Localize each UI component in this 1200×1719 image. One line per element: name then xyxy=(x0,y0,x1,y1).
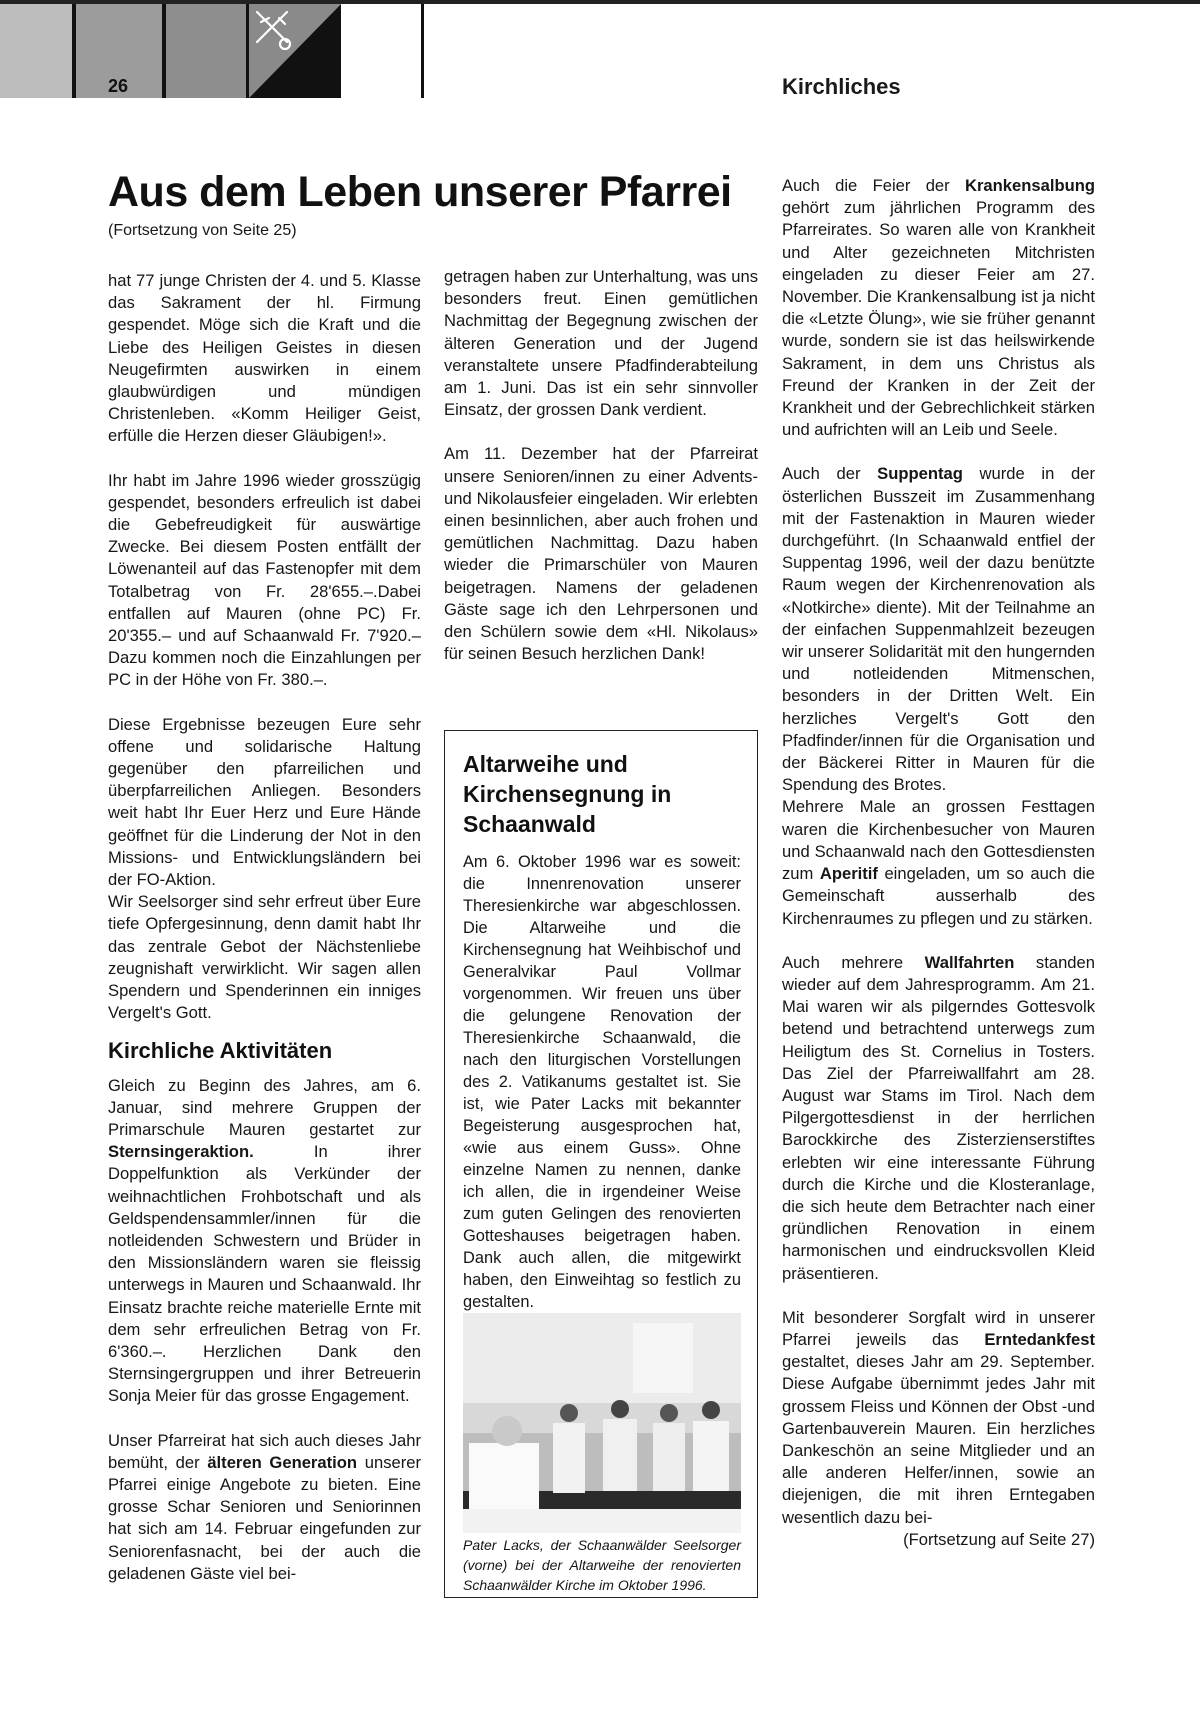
header-tab-3 xyxy=(166,4,246,98)
article-column-3 xyxy=(782,175,1095,1551)
box-title: Altarweihe und Kirchensegnung in Schaanwald xyxy=(463,751,672,837)
paragraph: Auch die Feier der Krankensalbung gehört zum jährlichen Programm des Pfarreirates. So waren alle von Krankheit und Alter gezeichneten Mitchristen eingeladen zu dieser Feier am 27. November. Die Krankensalbung ist ja nicht die «Letzte Ölung», wie sie früher genannt wurde, sondern sie ist das heilswirkende Sakrament, in dem uns Christus als Freund der Kranken in der Zeit der Krankheit und der Gebrechlichkeit stärken und aufrichten will an Leib und Seele. xyxy=(782,176,1095,440)
continued-to: (Fortsetzung auf Seite 27) xyxy=(903,1529,1095,1549)
paragraph: hat 77 junge Christen der 4. und 5. Klasse das Sakrament der hl. Firmung gespendet. Möge sich die Kraft und die Liebe des Heiligen Geistes in diesen Neugefirmten auswirken in einem glaubwürdigen und mündigen Christenleben. «Komm Heiliger Geist, erfülle die Herzen dieser Gläubigen!». xyxy=(108,271,421,446)
highlight-term: Suppentag xyxy=(877,464,963,484)
paragraph: Gleich zu Beginn des Jahres, am 6. Januar, sind mehrere Gruppen der Primarschule Mauren gestartet zur Sternsingeraktion. In ihrer Doppelfunktion als Verkünder der weihnachtlichen Frohbotschaft und als Geldspendensammler/innen für die notleidenden Schwestern und Brüder in den Missionsländern waren sie fleissig unterwegs in Mauren und Schaanwald. Ihr Einsatz brachte reiche materielle Ernte mit dem sehr erfreulichen Betrag von Fr. 6'360.–. Herzlichen Dank den Sternsingergruppen und ihrer Betreuerin Sonja Meier für das grosse Engagement. xyxy=(108,1075,421,1406)
paragraph: Ihr habt im Jahre 1996 wieder grosszügig gespendet, besonders erfreulich ist dabei die Gebefreudigkeit für auswärtige Zwecke. Bei diesem Posten entfällt der Löwenanteil auf das Fastenopfer mit dem Totalbetrag von Fr. 28'655.–.Dabei entfallen auf Mauren (ohne PC) Fr. 20'355.– und auf Schaanwald Fr. 7'920.– Dazu kommen noch die Einzahlungen per PC in der Höhe von Fr. 380.–. xyxy=(108,470,421,690)
paragraph: Diese Ergebnisse bezeugen Eure sehr offene und solidarische Haltung gegenüber den pfarreilichen und überpfarreilichen Anliegen. Besonders weit habt Ihr Euer Herz und Eure Hände geöffnet für die Linderung der Not in den Missions- und Entwicklungsländern bei der FO-Aktion. xyxy=(108,714,421,890)
paragraph: getragen haben zur Unterhaltung, was uns besonders freut. Einen gemütlichen Nachmittag der Begegnung zwischen der älteren Generation und der Jugend veranstaltete unsere Pfadfinderabteilung am 1. Juni. Das ist ein sehr sinnvoller Einsatz, der grossen Dank verdient. xyxy=(444,267,758,420)
box-text: Am 6. Oktober 1996 war es soweit: die Innenrenovation unserer Theresienkirche war abgeschlossen. Die Altarweihe und die Kirchensegnung hat Weihbischof und Generalvikar Paul Vollmar vorgenommen. Wir freuen uns über die gelungene Renovation der Theresienkirche Schaanwald, die nach den liturgischen Vorstellungen des 2. Vatikanums gestaltet ist. Sie ist, wie Pater Lacks mit bekannter Begeisterung ausgesprochen hat, «wie aus einem Guss». Ohne einzelne Namen zu nennen, danke ich allen, die in irgendeiner Weise zum guten Gelingen des renovierten Gotteshauses beigetragen haben. Dank auch allen, die mitgewirkt haben, den Einweihtag so festlich zu gestalten. xyxy=(463,853,741,1311)
paragraph: Am 11. Dezember hat der Pfarreirat unsere Senioren/innen zu einer Advents- und Nikolausfeier eingeladen. Wir erlebten einen besinnlichen, aber auch frohen und gemütlichen Nachmittag. Dazu haben wieder die Primarschüler von Mauren beigetragen. Namens der geladenen Gäste sage ich den Lehrpersonen und den Schülern sowie dem «Hl. Nikolaus» für seinen Besuch herzlichen Dank! xyxy=(444,444,758,664)
highlight-term: Krankensalbung xyxy=(964,176,1095,195)
header-divider xyxy=(421,4,424,98)
continued-from: (Fortsetzung von Seite 25) xyxy=(108,222,297,239)
article-title: Aus dem Leben unserer Pfarrei xyxy=(108,168,732,216)
highlight-term: Wallfahrten xyxy=(924,952,1015,972)
paragraph: Mit besonderer Sorgfalt wird in unserer Pfarrei jeweils das Erntedankfest gestaltet, dieses Jahr am 29. September. Diese Aufgabe übernimmt jedes Jahr mit grossem Fleiss und Können der Obst -und Gartenbauverein Mauren. Ein herzliches Dankeschön an seine Mitglieder und an alle anderen Helfer/innen, sowie an diejenigen, die mit ihren Erntegaben wesentlich dazu bei- xyxy=(782,1307,1095,1527)
paragraph: Unser Pfarreirat hat sich auch dieses Jahr bemüht, der älteren Generation unserer Pfarrei einige Angebote zu bieten. Eine grosse Schar Senioren und Seniorinnen hat sich am 14. Februar eingefunden zur Seniorenfasnacht, bei der auch die geladenen Gäste viel bei- xyxy=(108,1430,422,1583)
section-title: Kirchliches xyxy=(782,74,901,99)
header-tab-1 xyxy=(0,4,72,98)
highlight-term: Sternsingeraktion. xyxy=(108,1142,254,1162)
paragraph: Wir Seelsorger sind sehr erfreut über Eure tiefe Opfergesinnung, denn damit habt Ihr das zentrale Gebot der Nächstenliebe zeugnishaft verwirklicht. Wir sagen allen Spendern und Spenderinnen ein inniges Vergelt's Gott. xyxy=(108,892,421,1023)
page-number: 26 xyxy=(108,76,129,96)
highlight-term: Aperitif xyxy=(819,864,878,884)
article-column-1 xyxy=(108,270,421,1585)
header-divider xyxy=(72,4,76,98)
header-divider xyxy=(162,4,166,98)
subheading-activities: Kirchliche Aktivitäten xyxy=(108,1037,333,1063)
paragraph: Mehrere Male an grossen Festtagen waren die Kirchenbesucher von Mauren und Schaanwald nach den Gottesdiensten zum Aperitif eingeladen, um so auch die Gemeinschaft ausserhalb des Kirchenraumes zu pflegen und zu stärken. xyxy=(782,797,1095,928)
highlight-term: älteren Generation xyxy=(207,1452,358,1472)
crossed-keys-and-sword-icon xyxy=(249,4,341,98)
photo-caption: Pater Lacks, der Schaanwälder Seelsorger (vorne) bei der Altarweihe der renovierten Schaanwälder Kirche im Oktober 1996. xyxy=(463,1537,741,1593)
article-column-2 xyxy=(444,266,758,665)
highlight-term: Erntedankfest xyxy=(984,1329,1095,1349)
sidebar-box xyxy=(444,730,758,1598)
photo-altar-consecration xyxy=(463,1313,741,1533)
paragraph: Auch der Suppentag wurde in der österlichen Busszeit im Zusammenhang mit der Fastenaktion in Mauren wieder durchgeführt. (In Schaanwald entfiel der Suppentag 1996, weil der dazu benützte Raum wegen der Kirchenrenovation als «Notkirche» diente). Mit der Teilnahme an der einfachen Suppenmahlzeit bezeugen wir unserer Solidarität mit den hungernden und notleidenden Mitmenschen, besonders in der Dritten Welt. Ein herzliches Vergelt's Gott den Pfadfinder/innen für die Organisation und der Bäckerei Ritter in Mauren für die Spendung des Brotes. xyxy=(782,464,1095,795)
paragraph: Auch mehrere Wallfahrten standen wieder auf dem Jahresprogramm. Am 21. Mai waren wir als pilgerndes Gottesvolk betend und betrachtend unterwegs zum Heiligtum des St. Cornelius in Tosters. Das Ziel der Pfarreiwallfahrt am 28. August war Stams im Tirol. Nach dem Pilgergottesdienst in der herrlichen Barockkirche des Zisterzienserstiftes erlebten wir eine interessante Führung durch die Kirche und die Klosteranlage, die sich heute dem Betrachter nach einer gründlichen Renovation in einem harmonischen und eindrucksvollen Kleid präsentieren. xyxy=(782,952,1095,1283)
